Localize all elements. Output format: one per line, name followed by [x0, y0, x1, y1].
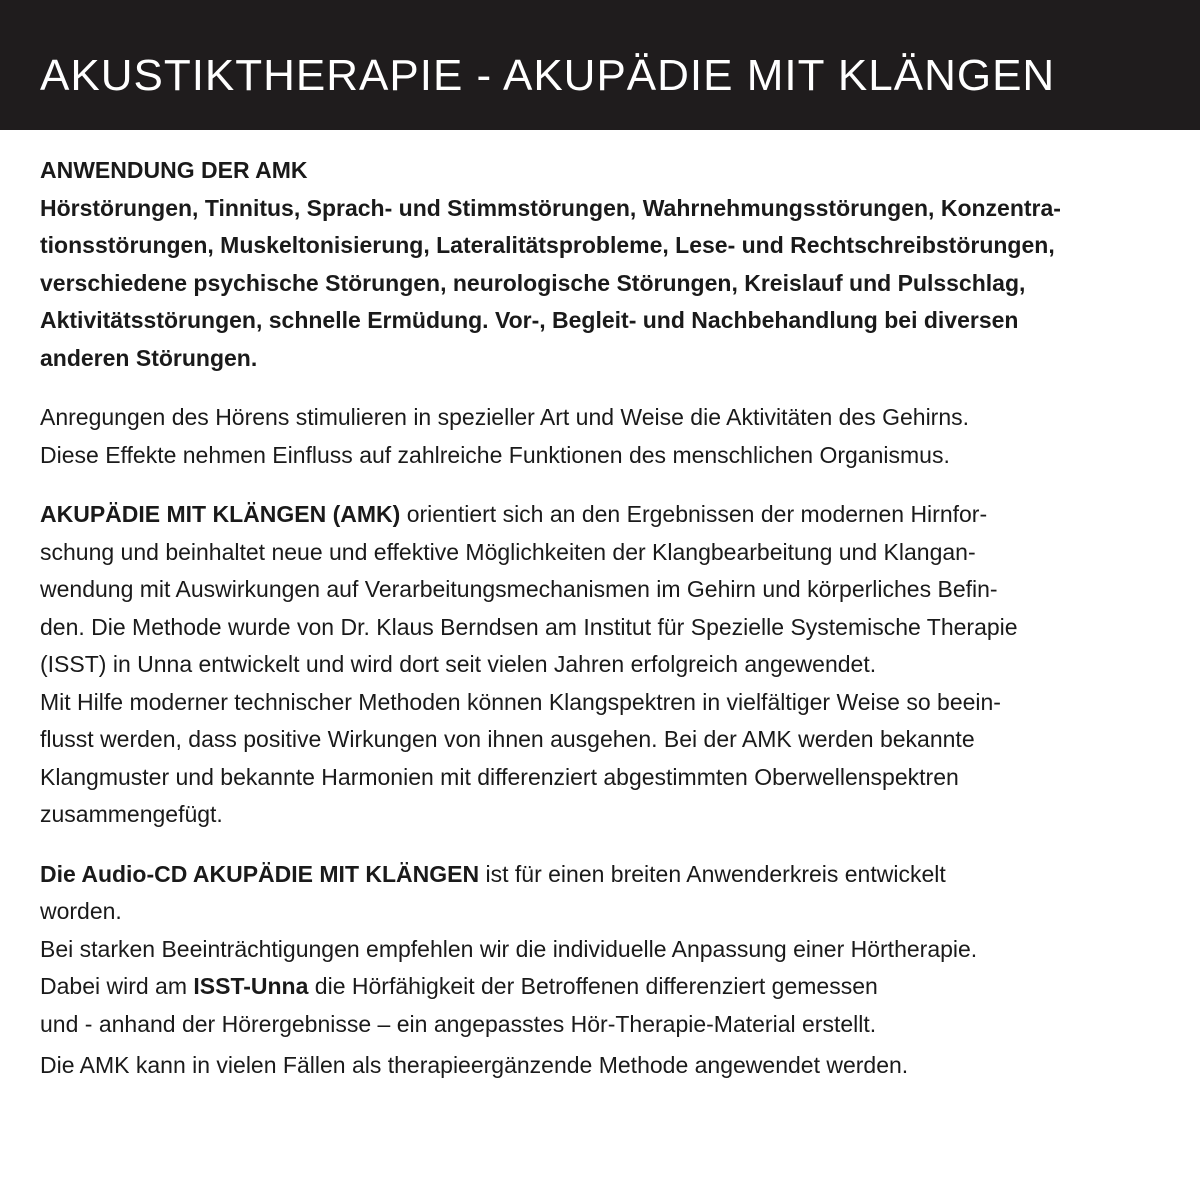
- paragraph-line: [40, 856, 1165, 894]
- paragraph-line: zusammengefügt.: [40, 801, 223, 827]
- paragraph-text: ist für einen breiten Anwenderkreis entwickelt: [479, 860, 946, 887]
- paragraph-line: Diese Effekte nehmen Einfluss auf zahlreiche Funktionen des menschlichen Organismus.: [40, 441, 950, 468]
- paragraph-line: anderen Störungen.: [40, 344, 258, 371]
- paragraph-line: worden.: [40, 898, 122, 924]
- section-amk: [40, 496, 1165, 834]
- section-anwendung: [40, 152, 1165, 377]
- page-title: AKUSTIKTHERAPIE - AKUPÄDIE MIT KLÄNGEN: [40, 51, 1056, 100]
- document-body: [40, 152, 1165, 1085]
- paragraph-text: orientiert sich an den Ergebnissen der modernen Hirnfor-: [400, 501, 988, 527]
- paragraph-line: [40, 496, 1165, 534]
- header-banner: [0, 0, 1200, 130]
- paragraph-line: wendung mit Auswirkungen auf Verarbeitungsmechanismen im Gehirn und körperliches Befin-: [40, 576, 998, 602]
- paragraph-text: die Hörfähigkeit der Betroffenen differenziert gemessen: [308, 973, 878, 999]
- paragraph-line: Die AMK kann in vielen Fällen als therapieergänzende Methode angewendet werden.: [40, 1052, 909, 1078]
- paragraph-line: [40, 968, 1165, 1006]
- section-audio-cd: [40, 856, 1165, 1085]
- paragraph-line: und - anhand der Hörergebnisse – ein angepasstes Hör-Therapie-Material erstellt.: [40, 1010, 877, 1037]
- emphasis-text: Die Audio-CD AKUPÄDIE MIT KLÄNGEN: [40, 860, 480, 887]
- paragraph-line: den. Die Methode wurde von Dr. Klaus Berndsen am Institut für Spezielle Systemische Therapie: [40, 613, 1018, 640]
- paragraph-line: Hörstörungen, Tinnitus, Sprach- und Stimmstörungen, Wahrnehmungsstörungen, Konzentra-: [40, 194, 1061, 221]
- paragraph-line: Bei starken Beeinträchtigungen empfehlen wir die individuelle Anpassung einer Hörtherapie.: [40, 935, 978, 962]
- paragraph-line: Anregungen des Hörens stimulieren in spezieller Art und Weise die Aktivitäten des Gehirns.: [40, 404, 970, 430]
- paragraph-line: tionsstörungen, Muskeltonisierung, Lateralitätsprobleme, Lese- und Rechtschreibstörungen,: [40, 232, 1055, 258]
- paragraph-line: Klangmuster und bekannte Harmonien mit differenziert abgestimmten Oberwellenspektren: [40, 763, 959, 790]
- section-heading: ANWENDUNG DER AMK: [40, 157, 308, 183]
- emphasis-text: AKUPÄDIE MIT KLÄNGEN (AMK): [40, 501, 401, 527]
- paragraph-line: schung und beinhaltet neue und effektive Möglichkeiten der Klangbearbeitung und Klangan-: [40, 538, 976, 565]
- paragraph-line: verschiedene psychische Störungen, neurologische Störungen, Kreislauf und Pulsschlag,: [40, 269, 1026, 296]
- paragraph-line: flusst werden, dass positive Wirkungen von ihnen ausgehen. Bei der AMK werden bekannte: [40, 726, 975, 752]
- paragraph-line: (ISST) in Unna entwickelt und wird dort seit vielen Jahren erfolgreich angewendet.: [40, 651, 877, 677]
- paragraph-line: Aktivitätsstörungen, schnelle Ermüdung. Vor-, Begleit- und Nachbehandlung bei diversen: [40, 307, 1019, 333]
- paragraph-text: Dabei wird am: [40, 973, 194, 999]
- section-anregungen: [40, 399, 1165, 474]
- paragraph-line: Mit Hilfe moderner technischer Methoden können Klangspektren in vielfältiger Weise so beein-: [40, 688, 1001, 715]
- emphasis-text: ISST-Unna: [193, 973, 309, 999]
